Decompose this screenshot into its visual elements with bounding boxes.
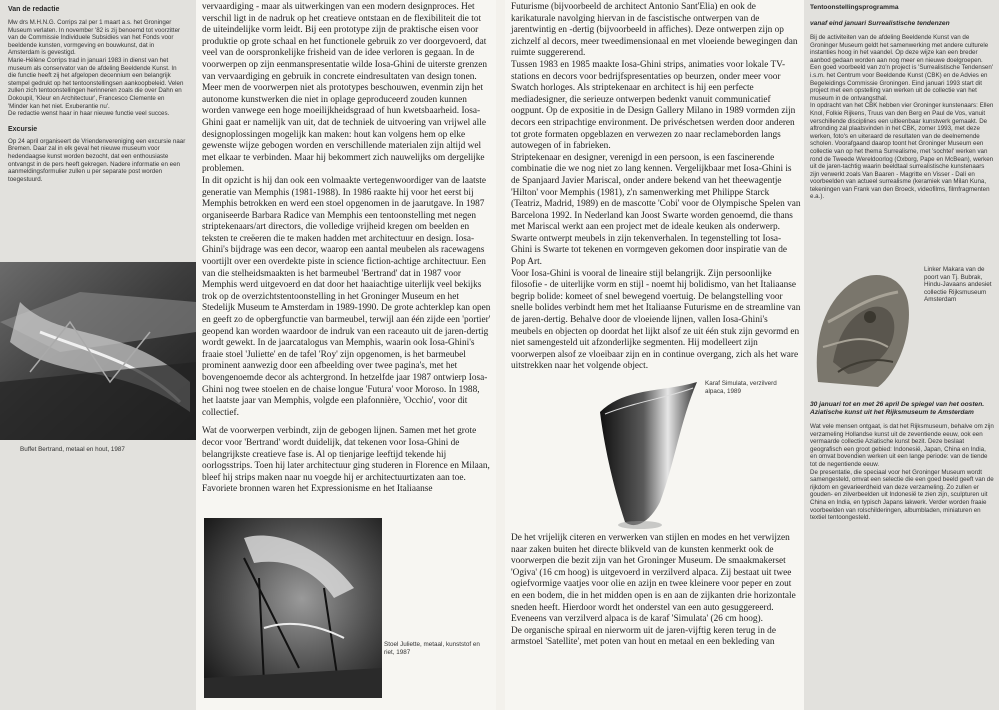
article-paragraph: vervaardiging - maar als uitwerkingen van een modern designproces. Het verschil ligt in de nadruk op het creatieve ontstaan en de flexibiliteit die tot de uiteindelijke vorm leidt. Bij een prototype zijn de praktische eisen voor produktie op grote schaal en het functionele gebruik zo ver doorgevoerd, dat veel van de oorspronkelijke frisheid van de idee verloren is gegaan. In de voorwerpen op zijn eenmanspresentatie wilde Iosa-Ghini de uiterste grenzen van vervaardiging en gebruik in concrete eindresultaten van design tonen. Meer men de voorwerpen niet als prototypes beschouwen, evenmin zijn het autonome kunstwerken die niet in oplage geproduceerd zouden kunnen worden vanwege een hoge moeilijkheidsgraad of hun kwetsbaarheid. Iosa-Ghini gaat er namelijk van uit, dat de techniek de uitvoering van vrijwel alle designoplossingen mogelijk kan maken: hout kan volgens hem op elke gewenste wijze gebogen worden en verschillende materialen zijn altijd wel met elkaar te verbinden. Maar hij bekommert zich nauwelijks om dergelijke problemen.	[202, 2, 487, 175]
buffet-caption: Buffet Bertrand, metaal en hout, 1987	[20, 446, 125, 453]
article-paragraph: De het vrijelijk citeren en verwerken van stijlen en modes en het verwijzen naar zaken buiten het directe blikveld van de kunsten kenmerkt ook de voorwerpen die bezit zijn van het Groninger Museum. De smaakmakerset 'Ogiva' (16 cm hoog) is uitgevoerd in verzilverd alpaca. Zij bestaat uit twee ogiefvormige vaatjes voor olie en azijn en twee kleinere voor peper en zout en een bodem, die in het midden open is en aan de zijkanten drie horizontale sneden heeft. Hierdoor wordt het onderstel van een auto gesuggereerd. Eveneens van verzilverd alpaca is de karaf 'Simulata' (26 cm hoog).	[511, 533, 796, 625]
heading-van-de-redactie: Van de redactie	[8, 6, 60, 13]
column-middle-left	[196, 0, 496, 710]
heading-excursie: Excursie	[8, 125, 38, 133]
redactie-section	[8, 6, 186, 183]
article-paragraph: Tussen 1983 en 1985 maakte Iosa-Ghini strips, animaties voor lokale TV-stations en decors voor bedrijfspresentaties op beurzen, onder meer voor Swatch horloges. Als striptekenaar en architect is hij een perfecte mediadesigner, die serieuze ontwerpen bedenkt vanuit communicatief oogpunt. Op de expositie in de Design Gallery Milano in 1989 vormden zijn decors een stripachtige environment. De privéschetsen werden door anderen tot grote formaten opgeblazen en verwezen zo naar reclameborden langs autowegen of in fabrieken.	[511, 59, 796, 152]
karaf-simulata-photo	[585, 382, 703, 530]
heading-tentoonstellingsprogramma: Tentoonstellingsprogramma	[810, 4, 899, 11]
article-paragraph: Striptekenaar en designer, verenigd in een persoon, is een fascinerende combinatie die we nog niet zo lang kennen. Vergelijkbaar met Iosa-Ghini is de Spanjaard Javier Mariscal, onder andere bekend van het theewagentje 'Hilton' voor Memphis (1981), z'n samenwerking met Philippe Starck (Teatriz, Madrid, 1989) en de mascotte 'Cobi' voor de Olympische Spelen van Barcelona 1992. In Nederland kan Joost Swarte worden genoemd, die thans met Mariscal werkt aan een project met de ideale keuken als onderwerp. Swarte ontwerpt meubels in zijn tekenverhalen. In tegenstelling tot Iosa-Ghini is Swarte tot tekenen en vormgeven gekomen door inspiratie van de Pop Art.	[511, 152, 801, 268]
juliette-caption: Stoel Juliette, metaal, kunststof en riet, 1987	[384, 641, 480, 656]
article-text-block-bottom	[511, 533, 801, 649]
buffet-bertrand-photo	[0, 262, 196, 440]
excursie-paragraph: Op 24 april organiseert de Vriendenvereniging een excursie naar Bremen. Daar zal in elk geval het nieuwe museum voor hedendaagse kunst worden bezocht, dat een enthousiaste ontvangst in de pers heeft gekregen. Nadere informatie en een aanmeldingsformulier zullen u per separate post worden toegestuurd.	[8, 137, 186, 183]
program-section	[810, 4, 994, 201]
article-paragraph: De organische spiraal en nierworm uit de jaren-vijftig keren terug in de armstoel 'Satellite', met poten van hout en metaal en een bekleding van	[511, 625, 776, 648]
column-right	[804, 0, 999, 710]
makara-caption: Linker Makara van de poort van Tj. Bubrak, Hindu-Javaans andesiet collectie Rijksmuseum Amsterdam	[924, 266, 992, 304]
program-paragraph: De presentatie, die speciaal voor het Groninger Museum wordt samengesteld, omvat een selectie die een goed beeld geeft van de rijkdom en gevarieerdheid van deze verzameling. Zo zullen er gouden- en zilverbeelden uit Indonesië te zien zijn, sculpturen uit China en India, en typisch Japans lakwerk. Verder worden fraaie voorbeelden van rolschilderingen, albumbladen, miniaturen en textiel tentoongesteld.	[810, 468, 994, 522]
column-middle-right	[505, 0, 805, 710]
karaf-caption: Karaf Simulata, verzilverd alpaca, 1989	[705, 380, 777, 395]
redactie-paragraph: Marie-Hélène Corrips trad in januari 1983 in dienst van het museum als conservator van de afdeling Beeldende Kunst. In die functie heeft zij het afgelopen decennium een belangrijk stempel gedrukt op het tentoonstellingsen aankoopbeleid. Velen zullen zich tentoonstellingen herinneren zoals die over Dahn en Dokoupil, 'Kleur en Architectuur', Francesco Clemente en 'Minder kan het niet. Exuberantie nu'.	[8, 56, 184, 110]
subheading-spiegel-van-het-oosten: 30 januari tot en met 26 april De spiegel van het oosten. Aziatische kunst uit het Rijksmuseum te Amsterdam	[810, 401, 985, 416]
article-paragraph: Voor Iosa-Ghini is vooral de lineaire stijl belangrijk. Zijn persoonlijke filosofie - de uiterlijke vorm en stijl - noemt hij bolidismo, van het Italiaanse begrip bolide: komeet of snel bewegend voertuig. De belangstelling voor snelle bolides verbindt hem met het Italiaanse Futurisme en de streamline van de jaren-dertig. Behalve door de vloeiende lijnen, vallen Iosa-Ghini's meubels en objecten op doordat het lijkt alsof ze uit één stuk zijn gevormd en niet samengesteld uit afzonderlijke segmenten. Hij modelleert zijn voorwerpen alsof ze vloeibaar zijn en in continue overgang, zich als het ware uitstrekken naar het volgende object.	[511, 268, 801, 372]
article-paragraph: Futurisme (bijvoorbeeld de architect Antonio Sant'Elia) en ook de karikaturale navolging hiervan in de fascistische ontwerpen van de jarentwintig en -dertig (bijvoorbeeld in affiches). Deze ontwerpen zijn op zichzelf al decors, meer tweedimensionaal en met vloeiende bewegingen dan ruimte suggererend.	[511, 2, 798, 59]
article-text-block	[202, 2, 492, 496]
subheading-surrealistische-tendenzen: vanaf eind januari Surrealistische tendenzen	[810, 20, 950, 27]
program-paragraph: In opdracht van het CBK hebben vier Groninger kunstenaars: Ellen Knol, Folkie Rijkens, Truus van den Berg en Paul de Vos, vanuit verschillende disciplines een uitleenbaar kunstwerk gemaakt. De aftronding zal plaatsvinden in het CBK, zomer 1993, met deze werken, foto's en uiteraard de resultaten van de deelnemende scholen. Voorafgaand daarop toont het Groninger Museum een collectie van op het thema Surrealisme, met 'sochtel' werken van rond de Tweede Wereldoorlog (Oxborg, Pape en McBean), werken uit de jaren-tachtig waarin beeldtaal surrealistische kunstenaars zijn verwerkt zoals Van Baaren - Magritte en Visser - Dalí en voorbeelden van actueel surrealisme (keramiek van Milan Kuna, tekeningen van Frank van den Broeck, videofilms, filmfragmenten e.a.).	[810, 102, 994, 201]
program-section-asia	[810, 401, 994, 522]
stoel-juliette-photo	[204, 518, 382, 698]
program-paragraph: Bij de activiteiten van de afdeling Beeldende Kunst van de Groninger Museum geldt het samenwerking met andere culturele instanties hoog in het vaandel. Op deze wijze kan een breder aanbod gedaan worden aan nog meer en nieuwe doelgroepen. Een goed voorbeeld van zo'n project is 'Surrealistische Tendensen' i.s.m. het Centrum voor Beeldende Kunst (CBK) en de Advies en Begeleidings Commissie Groningen. Eind januari 1993 start dit project met een opstelling van werken uit de collectie van het museum in de ontvangsthal.	[810, 34, 993, 102]
makara-sculpture-photo	[808, 262, 916, 394]
article-paragraph: In dit opzicht is hij dan ook een volmaakte vertegenwoordiger van de laatste generatie van Memphis (1981-1988). In 1986 raakte hij voor het eerst bij Memphis betrokken en werd een stoel opgenomen in de jaarutgave. In 1987 organiseerde Barbara Radice van Memphis een tentoonstelling met negen striptekenaars/art directors, die volledige vrijheid kregen om beelden en teksten te creëeren die te maken hadden met architectuur en design. Iosa-Ghini's bijdrage was een decor, waarop een aantal meubelen als racewagens voortijlt over een overdekte piste in science fiction-achtige architectuur. Een van die stelheidsmaakten is het barmeubel 'Bertrand' dat in 1987 voor Memphis werd uitgevoerd en dat door het haaiachtige uiterlijk veel bekijks trok op de overzichtstentoonstelling in het Groninger Museum en het Stedelijk Museum te Amsterdam in 1989-1990. De grote achterklep kan open en geeft zo de opbergfunctie van barmeubel, terwijl aan één zijde een 'portier' geopend kan worden waardoor de indruk van een raceauto uit de jaren-dertig wordt gewekt. In de jaarcatalogus van Memphis, waarin ook Iosa-Ghini's fraaie stoel 'Juliette' en de tafel 'Roy' zijn opgenomen, is het barmeubel prominent aanwezig door een afbeelding over twee pagina's, met het bovengenoemde decor als achtergrond. In hetzelfde jaar 1987 ontwierp Iosa-Ghini nog twee stoelen en de chaise longue 'Futura' voor Moroso. In 1988, het laatste jaar van Memphis, volgde een plafonnière, 'Occhio', voor dit collectief.	[202, 175, 491, 418]
article-text-block-continued	[511, 2, 801, 373]
column-left	[0, 0, 196, 710]
article-paragraph: Wat de voorwerpen verbindt, zijn de gebogen lijnen. Samen met het grote decor voor 'Bertrand' wordt duidelijk, dat tekenen voor Iosa-Ghini de belangrijkste creatieve fase is. Al op tienjarige leeftijd tekende hij oorlogsstrips. Toen hij later architectuur ging studeren in Florence en Milaan, bleef hij strips maken naar nu voegde hij er architectuurtizaten aan toe. Favoriete bronnen waren het Expressionisme en het Italiaanse	[202, 426, 490, 495]
redactie-paragraph: De redactie wenst haar in haar nieuwe functie veel succes.	[8, 110, 170, 118]
program-paragraph: Wat vele mensen ontgaat, is dat het Rijksmuseum, behalve om zijn verzameling Hollandse kunst uit de zeventiende eeuw, ook een vermaarde collectie Aziatische kunst bezit. Deze beslaat geografisch een groot gebied: Indonesië, Japan, China en India, en omvat bovendien werken uit een lange periode: van de tiende tot de negentiende eeuw.	[810, 423, 994, 468]
redactie-paragraph: Mw drs M.H.N.G. Corrips zal per 1 maart a.s. het Groninger Museum verlaten. In november '82 is zij benoemd tot voorzitter van de Commissie Individuele Subsidies van het Fonds voor beeldende kunsten, vormgeving en bouwkunst, dat in Amsterdam is gevestigd.	[8, 19, 181, 57]
